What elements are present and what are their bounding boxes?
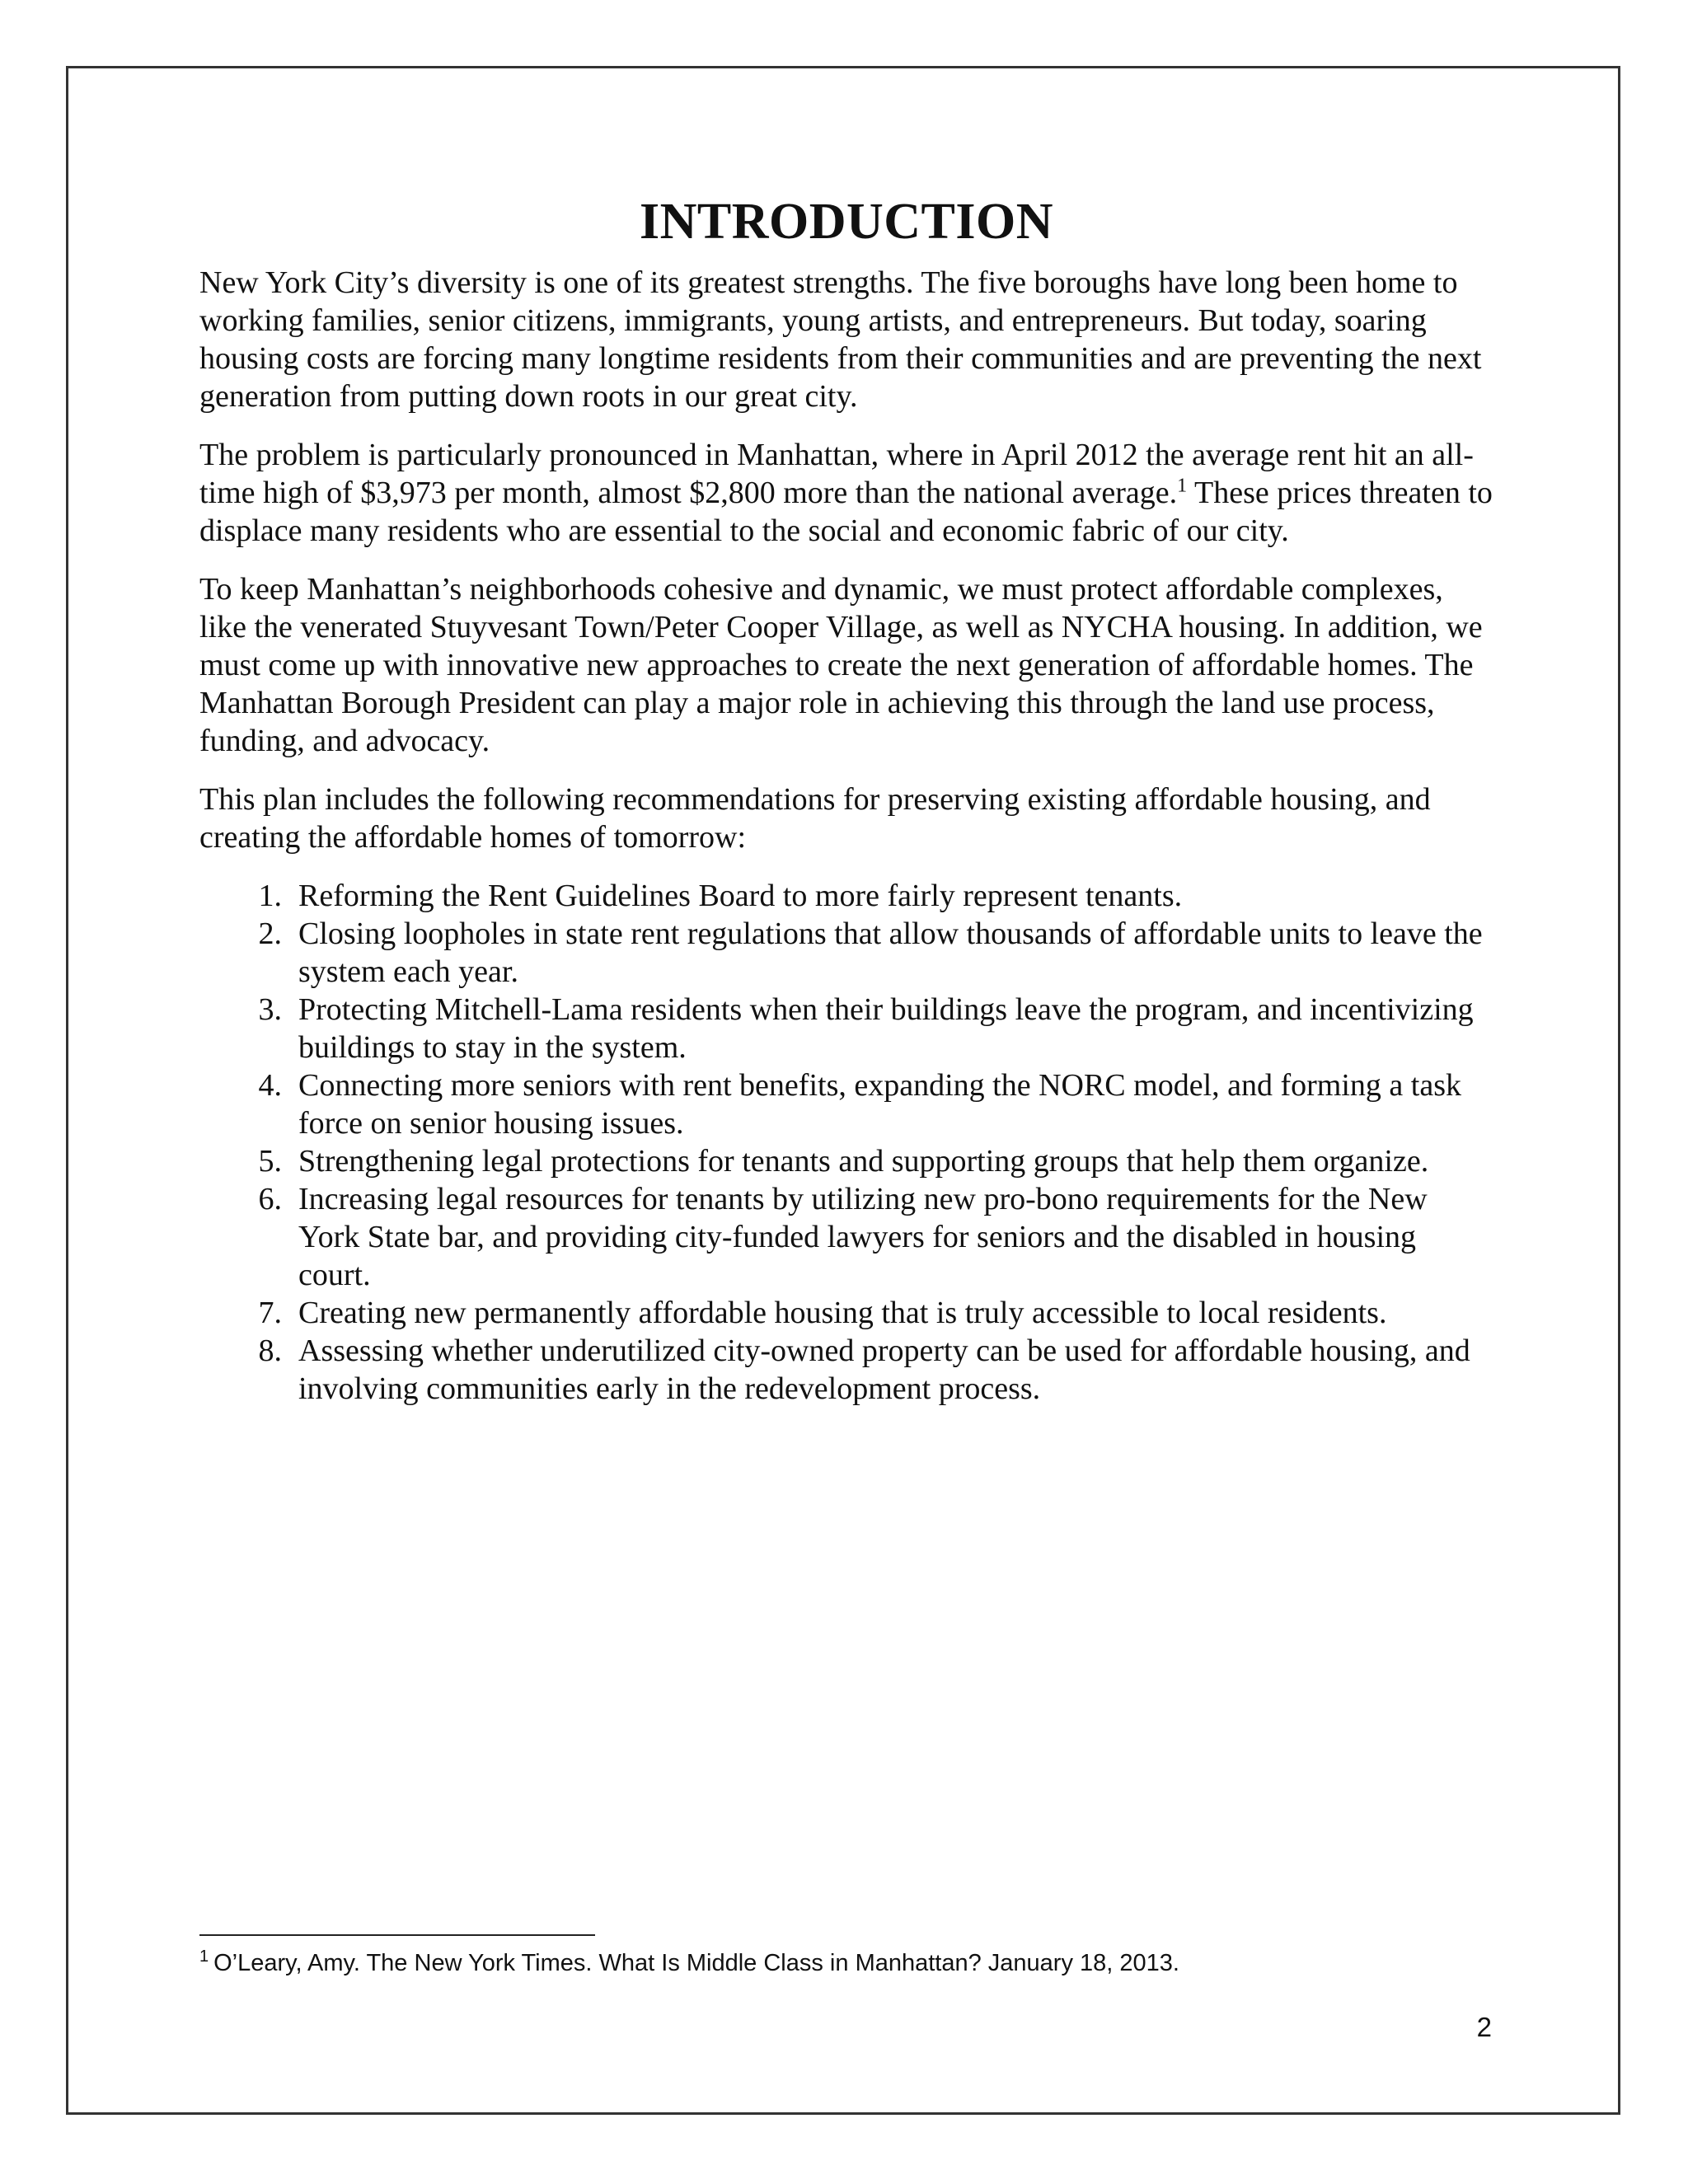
paragraph-2-text-end: These prices threaten to displace many residents who are essential to the social and economic fabric of our city.: [199, 476, 1493, 549]
intro-paragraph-2: [199, 436, 1493, 550]
footnote-divider: [199, 1934, 595, 1936]
page-title: INTRODUCTION: [639, 194, 1054, 250]
intro-paragraph-3: To keep Manhattan’s neighborhoods cohesive and dynamic, we must protect affordable complexes, like the venerated Stuyvesant Town/Peter Cooper Village, as well as NYCHA housing. In addition, we must come up with innovative new approaches to create the next generation of affordable homes. The Manhattan Borough President can play a major role in achieving this through the land use process, funding, and advocacy.: [199, 572, 1483, 759]
list-item: [199, 1332, 1493, 1408]
intro-paragraph-4: This plan includes the following recommendations for preserving existing affordable housing, and creating the affordable homes of tomorrow:: [199, 782, 1431, 855]
list-item-text: Protecting Mitchell-Lama residents when their buildings leave the program, and incentivizing buildings to stay in the system.: [298, 992, 1474, 1066]
list-item: [199, 991, 1493, 1066]
intro-paragraph-1: New York City’s diversity is one of its greatest strengths. The five boroughs have long been home to working families, senior citizens, immigrants, young artists, and entrepreneurs. But today, soaring housing costs are forcing many longtime residents from their communities and are preventing the next generation from putting down roots in our great city.: [199, 265, 1482, 415]
footnote-reference: 1: [1177, 475, 1188, 497]
list-item-text: Creating new permanently affordable housing that is truly accessible to local residents.: [298, 1296, 1387, 1331]
list-item-number: 4.: [258, 1068, 282, 1104]
footnote-text: O’Leary, Amy. The New York Times. What Is Middle Class in Manhattan? January 18, 2013.: [213, 1950, 1179, 1976]
list-item: [199, 915, 1493, 991]
list-item-text: Assessing whether underutilized city-owned property can be used for affordable housing, and involving communities early in the redevelopment process.: [298, 1333, 1470, 1407]
list-item-number: 8.: [258, 1333, 282, 1369]
recommendations-list: [199, 877, 1493, 1408]
list-item-text: Reforming the Rent Guidelines Board to more fairly represent tenants.: [298, 879, 1183, 914]
list-item-number: 2.: [258, 916, 282, 952]
paragraph-2-text-start: The problem is particularly pronounced in Manhattan, where in April 2012 the average rent hit an all-time high of $3,973 per month, almost $2,800 more than the national average.: [199, 438, 1474, 511]
list-item-number: 7.: [258, 1296, 282, 1331]
list-item: [199, 1142, 1493, 1180]
list-item-text: Increasing legal resources for tenants by utilizing new pro-bono requirements for the New York State bar, and providing city-funded lawyers for seniors and the disabled in housing court.: [298, 1182, 1428, 1293]
list-item-text: Closing loopholes in state rent regulations that allow thousands of affordable units to leave the system each year.: [298, 916, 1483, 990]
list-item: [199, 877, 1493, 915]
list-item-number: 1.: [258, 879, 282, 914]
list-item: [199, 1294, 1493, 1332]
list-item-number: 3.: [258, 992, 282, 1028]
list-item-text: Strengthening legal protections for tenants and supporting groups that help them organize.: [298, 1144, 1429, 1179]
page-number: 2: [1476, 2012, 1492, 2042]
list-item: [199, 1066, 1493, 1142]
footnote: [199, 1947, 1179, 1980]
footnote-mark: 1: [199, 1947, 209, 1966]
list-item-text: Connecting more seniors with rent benefits, expanding the NORC model, and forming a task force on senior housing issues.: [298, 1068, 1461, 1141]
list-item-number: 6.: [258, 1182, 282, 1217]
page-content: [199, 191, 1493, 1408]
list-item: [199, 1180, 1493, 1294]
list-item-number: 5.: [258, 1144, 282, 1179]
